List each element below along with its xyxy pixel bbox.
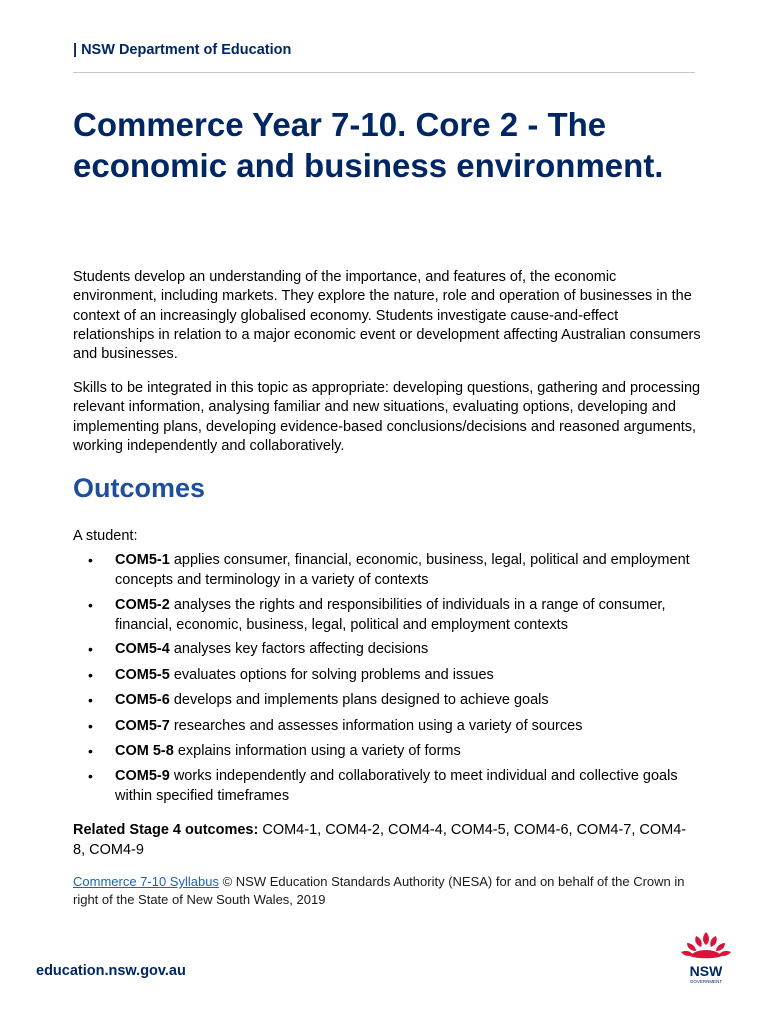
outcome-text: applies consumer, financial, economic, business, legal, political and employment concepts and terminology in a variety of contexts (115, 552, 690, 588)
outcome-code: COM 5-8 (115, 743, 174, 759)
outcome-item (88, 595, 700, 635)
related-outcomes (73, 820, 693, 860)
outcome-item (88, 665, 700, 685)
bullet-icon: • (88, 552, 93, 568)
copyright-text: © NSW Education Standards Authority (NESA) for and on behalf of the Crown in right of the State of New South Wales, 2019 (73, 874, 685, 907)
footer-url: education.nsw.gov.au (36, 963, 186, 979)
outcome-item (88, 550, 700, 590)
outcome-item (88, 741, 700, 761)
outcome-code: COM5-9 (115, 768, 170, 784)
logo-wordmark: NSW (689, 963, 723, 979)
syllabus-link[interactable]: Commerce 7-10 Syllabus (73, 874, 219, 889)
bullet-icon: • (88, 718, 93, 734)
outcome-item (88, 716, 700, 736)
header-divider (73, 72, 695, 73)
syllabus-citation (73, 873, 703, 909)
outcome-text: explains information using a variety of forms (173, 743, 461, 759)
bullet-icon: • (88, 692, 93, 708)
outcome-text: researches and assesses information using a variety of sources (169, 718, 583, 734)
related-outcomes-label: Related Stage 4 outcomes: (73, 822, 259, 838)
outcome-code: COM5-4 (115, 641, 170, 657)
outcome-text: analyses the rights and responsibilities of individuals in a range of consumer, financial, economic, business, legal, political and employment contexts (115, 597, 666, 633)
bullet-icon: • (88, 597, 93, 613)
outcome-item (88, 766, 700, 806)
intro-paragraph: Students develop an understanding of the importance, and features of, the economic environment, including markets. They explore the nature, role and operation of businesses in the context of an increasingly globalised economy. Students investigate cause-and-effect relationships in relation to a major economic event or development affecting Australian consumers and businesses. (73, 269, 701, 363)
skills-paragraph: Skills to be integrated in this topic as appropriate: developing questions, gathering and processing relevant information, analysing familiar and new situations, evaluating options, developing and implementing plans, developing evidence-based conclusions/decisions and reasoned arguments, working independently and collaboratively. (73, 380, 701, 454)
outcome-code: COM5-2 (115, 597, 170, 613)
outcomes-intro: A student: (73, 528, 138, 544)
outcome-text: works independently and collaboratively to meet individual and collective goals within specified timeframes (115, 768, 678, 804)
bullet-icon: • (88, 641, 93, 657)
outcomes-heading: Outcomes (73, 473, 206, 503)
page-title: Commerce Year 7-10. Core 2 - The economic and business environment. (73, 106, 664, 184)
bullet-icon: • (88, 743, 93, 759)
outcome-text: develops and implements plans designed to achieve goals (169, 692, 549, 708)
outcome-item (88, 690, 700, 710)
outcome-code: COM5-7 (115, 718, 170, 734)
outcome-text: evaluates options for solving problems and issues (169, 667, 494, 683)
outcome-item (88, 639, 700, 659)
bullet-icon: • (88, 667, 93, 683)
outcome-code: COM5-5 (115, 667, 170, 683)
bullet-icon: • (88, 768, 93, 784)
waratah-icon (681, 932, 731, 958)
department-header: | NSW Department of Education (73, 42, 292, 58)
nsw-government-logo (676, 926, 736, 986)
logo-subtitle: GOVERNMENT (689, 979, 723, 984)
outcome-code: COM5-6 (115, 692, 170, 708)
related-outcomes-list: COM4-1, COM4-2, COM4-4, COM4-5, COM4-6, COM4-7, COM4-8, COM4-9 (73, 822, 687, 858)
outcome-text: analyses key factors affecting decisions (169, 641, 429, 657)
outcome-code: COM5-1 (115, 552, 170, 568)
